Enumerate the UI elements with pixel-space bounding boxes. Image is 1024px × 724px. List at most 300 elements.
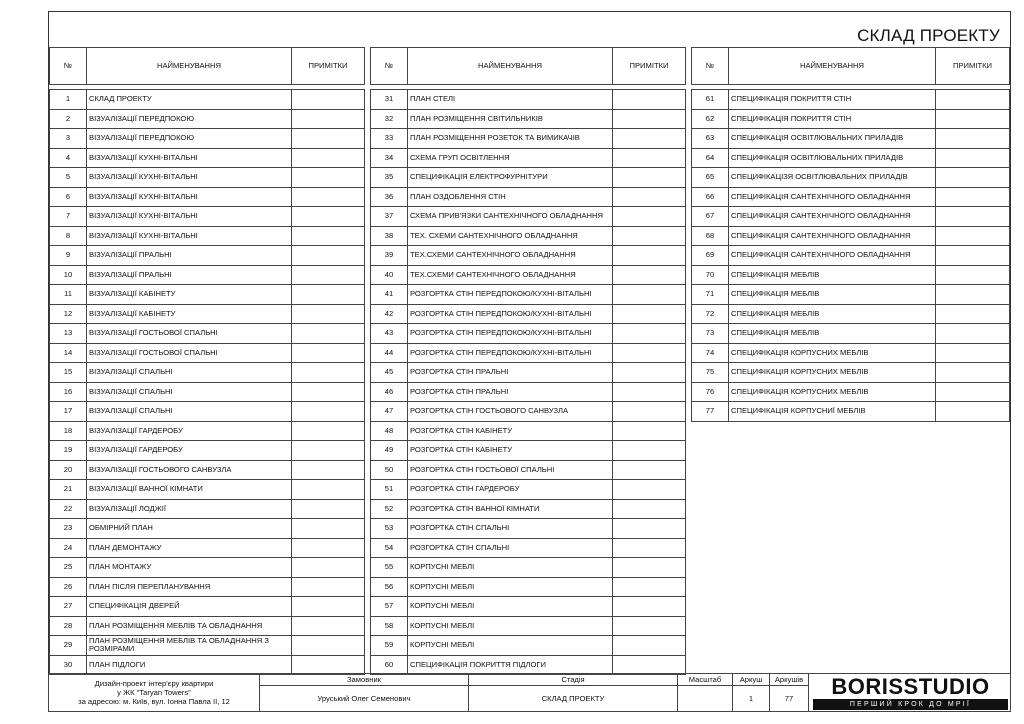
row-title: РОЗГОРТКА СТІН ПРАЛЬНІ: [408, 363, 613, 383]
row-number: 73: [692, 324, 729, 344]
table-row: [371, 187, 686, 207]
table-row: [50, 363, 365, 383]
row-number: 59: [371, 636, 408, 656]
table-row: [50, 129, 365, 149]
row-notes: [936, 226, 1010, 246]
stage-value: СКЛАД ПРОЕКТУ: [468, 685, 678, 712]
row-notes: [936, 148, 1010, 168]
table-row: [692, 90, 1010, 110]
row-title: ВІЗУАЛІЗАЦІЇ ГОСТЬОВОЇ СПАЛЬНІ: [87, 343, 292, 363]
row-title: СПЕЦИФІКАЦІЯ САНТЕХНІЧНОГО ОБЛАДНАННЯ: [729, 246, 936, 266]
row-number: 58: [371, 616, 408, 636]
row-notes: [292, 441, 365, 461]
row-title: ОБМІРНИЙ ПЛАН: [87, 519, 292, 539]
row-title: СПЕЦИФІКАЦІЯ ОСВІТЛЮВАЛЬНИХ ПРИЛАДІВ: [729, 129, 936, 149]
row-notes: [613, 519, 686, 539]
row-number: 12: [50, 304, 87, 324]
row-title: РОЗГОРТКА СТІН СПАЛЬНІ: [408, 538, 613, 558]
table-row: [371, 109, 686, 129]
logo-tagline: ПЕРШИЙ КРОК ДО МРІЇ: [813, 699, 1008, 710]
row-notes: [292, 246, 365, 266]
row-notes: [292, 148, 365, 168]
row-notes: [292, 285, 365, 305]
table-row: [692, 246, 1010, 266]
row-title: ВІЗУАЛІЗАЦІЇ СПАЛЬНІ: [87, 402, 292, 422]
row-notes: [613, 460, 686, 480]
table-row: [371, 402, 686, 422]
table-body-1: [50, 90, 365, 675]
row-number: 45: [371, 363, 408, 383]
row-title: ПЛАН ПІДЛОГИ: [87, 655, 292, 675]
row-number: 66: [692, 187, 729, 207]
row-number: 75: [692, 363, 729, 383]
row-number: 37: [371, 207, 408, 227]
row-title: ВІЗУАЛІЗАЦІЇ ПРАЛЬНІ: [87, 265, 292, 285]
row-title: ВІЗУАЛІЗАЦІЇ КУХНІ-ВІТАЛЬНІ: [87, 226, 292, 246]
row-number: 40: [371, 265, 408, 285]
row-title: СПЕЦИФІКАЦІЯ ОСВІТЛЮВАЛЬНИХ ПРИЛАДІВ: [729, 148, 936, 168]
row-title: СКЛАД ПРОЕКТУ: [87, 90, 292, 110]
table-row: [692, 148, 1010, 168]
header-num: №: [371, 48, 408, 85]
row-title: ВІЗУАЛІЗАЦІЇ КУХНІ-ВІТАЛЬНІ: [87, 168, 292, 188]
table-row: [50, 402, 365, 422]
table-row: [692, 324, 1010, 344]
row-number: 13: [50, 324, 87, 344]
row-number: 2: [50, 109, 87, 129]
row-number: 24: [50, 538, 87, 558]
table-row: [50, 655, 365, 675]
table-row: [50, 187, 365, 207]
row-title: СПЕЦИФІКАЦІЯ КОРПУСНИХ МЕБЛІВ: [729, 382, 936, 402]
row-notes: [292, 558, 365, 578]
table-row: [371, 480, 686, 500]
row-notes: [292, 363, 365, 383]
header-notes: ПРИМІТКИ: [936, 48, 1010, 85]
sheet-title: СКЛАД ПРОЕКТУ: [857, 26, 1000, 45]
row-title: РОЗГОРТКА СТІН ГАРДЕРОБУ: [408, 480, 613, 500]
row-title: СПЕЦИФІКАЦІЯ МЕБЛІВ: [729, 265, 936, 285]
table-row: [371, 168, 686, 188]
row-notes: [936, 207, 1010, 227]
row-notes: [613, 246, 686, 266]
row-number: 22: [50, 499, 87, 519]
table-row: [371, 597, 686, 617]
row-notes: [613, 148, 686, 168]
row-title: ВІЗУАЛІЗАЦІЇ ПЕРЕДПОКОЮ: [87, 109, 292, 129]
row-notes: [292, 109, 365, 129]
table-row: [50, 246, 365, 266]
row-notes: [613, 168, 686, 188]
table-row: [371, 343, 686, 363]
description-line: за адресою: м. Київ, вул. Іонна Павла ІІ, 12: [78, 697, 230, 706]
row-notes: [613, 558, 686, 578]
row-title: СПЕЦИФІКАЦІЯ САНТЕХНІЧНОГО ОБЛАДНАННЯ: [729, 187, 936, 207]
row-notes: [613, 187, 686, 207]
row-title: СПЕЦИФІКАЦІЯ МЕБЛІВ: [729, 324, 936, 344]
table-body-2: [371, 90, 686, 675]
row-title: СПЕЦИФІКАЦІЯ ПОКРИТТЯ СТІН: [729, 90, 936, 110]
table-row: [50, 558, 365, 578]
table-body-3: [692, 90, 1010, 422]
row-number: 53: [371, 519, 408, 539]
table-row: [692, 168, 1010, 188]
row-number: 69: [692, 246, 729, 266]
row-notes: [936, 90, 1010, 110]
row-title: РОЗГОРТКА СТІН ПРАЛЬНІ: [408, 382, 613, 402]
row-notes: [936, 265, 1010, 285]
row-title: СПЕЦИФІКАЦІЯ САНТЕХНІЧНОГО ОБЛАДНАННЯ: [729, 226, 936, 246]
row-number: 26: [50, 577, 87, 597]
row-number: 63: [692, 129, 729, 149]
table-row: [371, 129, 686, 149]
row-title: ВІЗУАЛІЗАЦІЇ КУХНІ-ВІТАЛЬНІ: [87, 148, 292, 168]
row-number: 27: [50, 597, 87, 617]
row-number: 35: [371, 168, 408, 188]
row-title: СПЕЦИФІКАЦІЯ ПОКРИТТЯ СТІН: [729, 109, 936, 129]
row-title: ПЛАН ПІСЛЯ ПЕРЕПЛАНУВАННЯ: [87, 577, 292, 597]
row-notes: [936, 246, 1010, 266]
row-title: СПЕЦИФІКАЦІЯ КОРПУСНИЇ МЕБЛІВ: [729, 402, 936, 422]
row-number: 28: [50, 616, 87, 636]
row-number: 33: [371, 129, 408, 149]
row-notes: [613, 285, 686, 305]
row-title: ПЛАН РОЗМІЩЕННЯ РОЗЕТОК ТА ВИМИКАЧІВ: [408, 129, 613, 149]
row-title: ПЛАН РОЗМІЩЕННЯ МЕБЛІВ ТА ОБЛАДНАННЯ З РОЗМІРАМИ: [87, 636, 292, 656]
row-number: 50: [371, 460, 408, 480]
header-name: НАЙМЕНУВАННЯ: [87, 48, 292, 85]
header-notes: ПРИМІТКИ: [613, 48, 686, 85]
header-num: №: [50, 48, 87, 85]
row-title: ВІЗУАЛІЗАЦІЇ СПАЛЬНІ: [87, 363, 292, 383]
table-row: [50, 382, 365, 402]
row-notes: [613, 324, 686, 344]
description-line: у ЖК "Taryan Towers": [117, 688, 191, 697]
row-title: ТЕХ.СХЕМИ САНТЕХНІЧНОГО ОБЛАДНАННЯ: [408, 265, 613, 285]
table-row: [371, 246, 686, 266]
table-row: [692, 285, 1010, 305]
table-row: [371, 460, 686, 480]
row-notes: [292, 343, 365, 363]
row-notes: [613, 636, 686, 656]
stage-label: Стадія: [468, 673, 678, 686]
row-number: 43: [371, 324, 408, 344]
table-row: [692, 304, 1010, 324]
row-notes: [292, 480, 365, 500]
row-notes: [613, 304, 686, 324]
table-row: [371, 285, 686, 305]
row-number: 48: [371, 421, 408, 441]
row-notes: [613, 402, 686, 422]
row-title: СПЕЦИФІКАЦІЯ ЕЛЕКТРОФУРНІТУРИ: [408, 168, 613, 188]
row-number: 29: [50, 636, 87, 656]
row-number: 3: [50, 129, 87, 149]
row-notes: [936, 168, 1010, 188]
row-number: 23: [50, 519, 87, 539]
table-row: [371, 655, 686, 675]
row-title: ВІЗУАЛІЗАЦІЇ ЛОДЖІЇ: [87, 499, 292, 519]
table-row: [50, 519, 365, 539]
row-notes: [936, 402, 1010, 422]
scale-label: Масштаб: [677, 673, 733, 686]
row-notes: [613, 499, 686, 519]
row-notes: [292, 187, 365, 207]
row-title: РОЗГОРТКА СТІН ПЕРЕДПОКОЮ/КУХНІ-ВІТАЛЬНІ: [408, 304, 613, 324]
row-notes: [613, 363, 686, 383]
row-number: 7: [50, 207, 87, 227]
row-title: КОРПУСНІ МЕБЛІ: [408, 558, 613, 578]
row-notes: [613, 538, 686, 558]
row-title: ВІЗУАЛІЗАЦІЇ ГОСТЬОВОЇ СПАЛЬНІ: [87, 324, 292, 344]
table-row: [50, 421, 365, 441]
row-notes: [613, 480, 686, 500]
row-number: 4: [50, 148, 87, 168]
row-notes: [292, 304, 365, 324]
table-row: [371, 304, 686, 324]
table-row: [50, 343, 365, 363]
row-title: ПЛАН ОЗДОБЛЕННЯ СТІН: [408, 187, 613, 207]
table-row: [50, 207, 365, 227]
row-notes: [292, 382, 365, 402]
row-number: 54: [371, 538, 408, 558]
row-number: 21: [50, 480, 87, 500]
row-notes: [936, 343, 1010, 363]
table-row: [692, 382, 1010, 402]
row-number: 14: [50, 343, 87, 363]
row-notes: [613, 343, 686, 363]
table-row: [50, 538, 365, 558]
table-row: [50, 441, 365, 461]
row-title: КОРПУСНІ МЕБЛІ: [408, 636, 613, 656]
row-title: СПЕЦИФІКАЦІЯ ПОКРИТТЯ ПІДЛОГИ: [408, 655, 613, 675]
sheets-value: 77: [769, 685, 809, 712]
row-title: СПЕЦИФІКАЦІЯ САНТЕХНІЧНОГО ОБЛАДНАННЯ: [729, 207, 936, 227]
contents-table-3: [691, 47, 1010, 422]
table-row: [50, 460, 365, 480]
table-row: [50, 285, 365, 305]
description-line: Дизайн-проект інтер'єру квартири: [94, 679, 214, 688]
row-notes: [936, 363, 1010, 383]
row-title: ВІЗУАЛІЗАЦІЇ КУХНІ-ВІТАЛЬНІ: [87, 207, 292, 227]
row-notes: [292, 538, 365, 558]
row-title: ВІЗУАЛІЗАЦІЇ КУХНІ-ВІТАЛЬНІ: [87, 187, 292, 207]
row-number: 1: [50, 90, 87, 110]
table-row: [371, 148, 686, 168]
row-title: РОЗГОРТКА СТІН ВАННОЇ КІМНАТИ: [408, 499, 613, 519]
row-number: 32: [371, 109, 408, 129]
row-number: 38: [371, 226, 408, 246]
row-notes: [292, 499, 365, 519]
row-notes: [292, 597, 365, 617]
table-row: [50, 499, 365, 519]
row-title: СПЕЦИФІКАЦІЯ МЕБЛІВ: [729, 304, 936, 324]
row-title: РОЗГОРТКА СТІН СПАЛЬНІ: [408, 519, 613, 539]
row-number: 74: [692, 343, 729, 363]
row-notes: [613, 265, 686, 285]
table-row: [371, 577, 686, 597]
table-row: [692, 226, 1010, 246]
table-row: [50, 226, 365, 246]
row-title: РОЗГОРТКА СТІН ГОСТЬОВОГО САНВУЗЛА: [408, 402, 613, 422]
row-number: 46: [371, 382, 408, 402]
row-title: СПЕЦИФІКАЦІЯ МЕБЛІВ: [729, 285, 936, 305]
table-row: [371, 538, 686, 558]
row-notes: [613, 577, 686, 597]
table-row: [50, 480, 365, 500]
table-row: [371, 616, 686, 636]
table-row: [50, 109, 365, 129]
table-row: [371, 499, 686, 519]
row-number: 25: [50, 558, 87, 578]
row-number: 8: [50, 226, 87, 246]
row-title: ПЛАН СТЕЛІ: [408, 90, 613, 110]
row-title: СПЕЦИФІКАЦІЯ КОРПУСНИХ МЕБЛІВ: [729, 363, 936, 383]
row-title: ВІЗУАЛІЗАЦІЇ КАБІНЕТУ: [87, 304, 292, 324]
row-notes: [936, 285, 1010, 305]
row-notes: [936, 382, 1010, 402]
table-row: [50, 168, 365, 188]
table-row: [50, 304, 365, 324]
table-row: [50, 577, 365, 597]
contents-table-1: [49, 47, 365, 675]
row-title: РОЗГОРТКА СТІН ПЕРЕДПОКОЮ/КУХНІ-ВІТАЛЬНІ: [408, 285, 613, 305]
row-title: ПЛАН РОЗМІЩЕННЯ СВІТИЛЬНИКІВ: [408, 109, 613, 129]
row-notes: [936, 129, 1010, 149]
table-row: [50, 324, 365, 344]
table-row: [371, 265, 686, 285]
row-number: 61: [692, 90, 729, 110]
sheet-value: 1: [732, 685, 770, 712]
row-number: 67: [692, 207, 729, 227]
row-notes: [292, 168, 365, 188]
row-number: 47: [371, 402, 408, 422]
row-number: 56: [371, 577, 408, 597]
row-notes: [613, 109, 686, 129]
table-row: [692, 402, 1010, 422]
table-row: [50, 265, 365, 285]
row-number: 18: [50, 421, 87, 441]
row-title: РОЗГОРТКА СТІН КАБІНЕТУ: [408, 441, 613, 461]
table-row: [692, 343, 1010, 363]
header-name: НАЙМЕНУВАННЯ: [729, 48, 936, 85]
row-notes: [936, 324, 1010, 344]
row-number: 70: [692, 265, 729, 285]
row-notes: [292, 577, 365, 597]
row-notes: [613, 129, 686, 149]
row-notes: [292, 226, 365, 246]
row-number: 52: [371, 499, 408, 519]
table-row: [692, 109, 1010, 129]
studio-logo: [808, 673, 1011, 712]
row-title: КОРПУСНІ МЕБЛІ: [408, 597, 613, 617]
row-title: СПЕЦИФІКАЦІЯ КОРПУСНИХ МЕБЛІВ: [729, 343, 936, 363]
row-notes: [613, 421, 686, 441]
row-notes: [292, 421, 365, 441]
row-number: 41: [371, 285, 408, 305]
row-title: СПЕЦИФІКАЦІЗЯ ОСВІТЛЮВАЛЬНИХ ПРИЛАДІВ: [729, 168, 936, 188]
row-title: ТЕХ.СХЕМИ САНТЕХНІЧНОГО ОБЛАДНАННЯ: [408, 246, 613, 266]
row-notes: [292, 207, 365, 227]
table-row: [371, 519, 686, 539]
row-notes: [613, 207, 686, 227]
row-title: РОЗГОРТКА СТІН ПЕРЕДПОКОЮ/КУХНІ-ВІТАЛЬНІ: [408, 343, 613, 363]
row-notes: [292, 324, 365, 344]
row-title: СХЕМА ГРУП ОСВІТЛЕННЯ: [408, 148, 613, 168]
table-row: [50, 90, 365, 110]
table-row: [371, 207, 686, 227]
table-row: [692, 187, 1010, 207]
scale-value: [677, 685, 733, 712]
row-number: 5: [50, 168, 87, 188]
sheet-label: Аркуш: [732, 673, 770, 686]
row-number: 55: [371, 558, 408, 578]
row-number: 11: [50, 285, 87, 305]
header-notes: ПРИМІТКИ: [292, 48, 365, 85]
row-notes: [936, 187, 1010, 207]
row-notes: [936, 109, 1010, 129]
row-notes: [292, 655, 365, 675]
row-title: ВІЗУАЛІЗАЦІЇ ПРАЛЬНІ: [87, 246, 292, 266]
row-title: ВІЗУАЛІЗАЦІЇ ГАРДЕРОБУ: [87, 441, 292, 461]
row-notes: [292, 129, 365, 149]
table-row: [692, 207, 1010, 227]
row-number: 6: [50, 187, 87, 207]
row-number: 17: [50, 402, 87, 422]
row-notes: [613, 616, 686, 636]
row-number: 20: [50, 460, 87, 480]
row-title: ВІЗУАЛІЗАЦІЇ КАБІНЕТУ: [87, 285, 292, 305]
row-notes: [613, 597, 686, 617]
sheets-label: Аркушів: [769, 673, 809, 686]
table-row: [371, 382, 686, 402]
row-number: 34: [371, 148, 408, 168]
row-number: 39: [371, 246, 408, 266]
table-row: [692, 129, 1010, 149]
row-notes: [613, 382, 686, 402]
row-number: 19: [50, 441, 87, 461]
customer-value: Уруський Олег Семенович: [259, 685, 469, 712]
row-notes: [292, 636, 365, 656]
header-name: НАЙМЕНУВАННЯ: [408, 48, 613, 85]
row-notes: [292, 616, 365, 636]
row-notes: [613, 441, 686, 461]
row-number: 60: [371, 655, 408, 675]
row-title: СХЕМА ПРИВ'ЯЗКИ САНТЕХНІЧНОГО ОБЛАДНАННЯ: [408, 207, 613, 227]
table-row: [692, 363, 1010, 383]
row-title: ПЛАН РОЗМІЩЕННЯ МЕБЛІВ ТА ОБЛАДНАННЯ: [87, 616, 292, 636]
row-notes: [292, 265, 365, 285]
row-number: 16: [50, 382, 87, 402]
row-title: ТЕХ. СХЕМИ САНТЕХНІЧНОГО ОБЛАДНАННЯ: [408, 226, 613, 246]
table-row: [50, 148, 365, 168]
row-number: 64: [692, 148, 729, 168]
contents-table-2: [370, 47, 686, 675]
row-title: РОЗГОРТКА СТІН ПЕРЕДПОКОЮ/КУХНІ-ВІТАЛЬНІ: [408, 324, 613, 344]
row-title: ВІЗУАЛІЗАЦІЇ ПЕРЕДПОКОЮ: [87, 129, 292, 149]
header-num: №: [692, 48, 729, 85]
row-notes: [613, 90, 686, 110]
row-notes: [613, 226, 686, 246]
row-number: 51: [371, 480, 408, 500]
row-number: 72: [692, 304, 729, 324]
table-row: [371, 558, 686, 578]
table-row: [371, 421, 686, 441]
row-number: 71: [692, 285, 729, 305]
row-title: КОРПУСНІ МЕБЛІ: [408, 577, 613, 597]
row-number: 57: [371, 597, 408, 617]
row-number: 49: [371, 441, 408, 461]
logo-wordmark: BORISSTUDIO: [831, 674, 990, 699]
